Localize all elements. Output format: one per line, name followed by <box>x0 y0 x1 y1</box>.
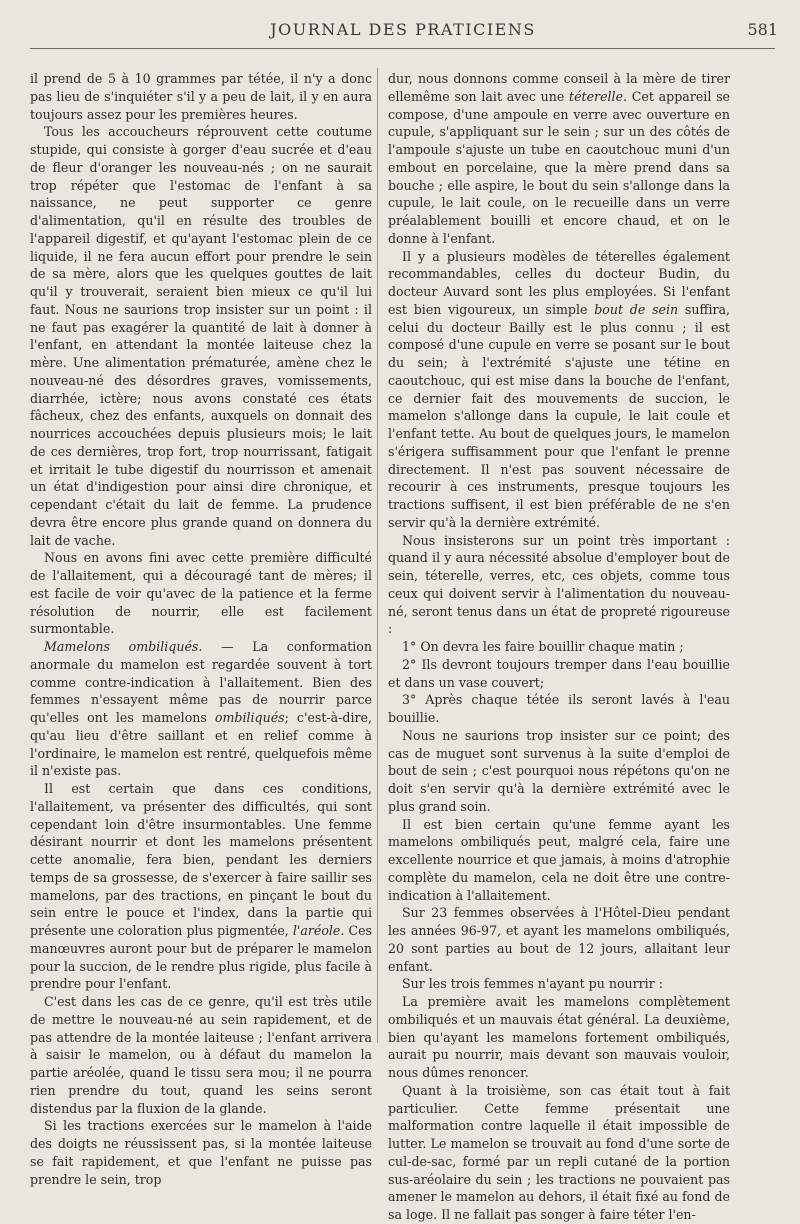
paragraph: Sur 23 femmes observées à l'Hôtel-Dieu pendant les années 96-97, et ayant les mamelons ombiliqués, 20 sont parties au bout de 12 jours, allaitant leur enfant. <box>388 905 730 974</box>
paragraph: Il est bien certain qu'une femme ayant les mamelons ombiliqués peut, malgré cela, faire une excellente nourrice et que jamais, à moins d'atrophie complète du mamelon, cela ne doit être une contre-indication à l'allaitement. <box>388 816 730 903</box>
paragraph: Il est certain que dans ces conditions, l'allaitement, va présenter des difficultés, qui sont cependant loin d'être insurmontables. Une femme désirant nourrir et dont les mamelons présentent cette anomalie, fera bien, pendant les derniers temps de sa grossesse, de s'exercer à faire saillir ses mamelons, par des tractions, en pinçant le bout du sein entre le pouce et l'index, dans la partie qui présente une coloration plus pigmentée, l'aréole. Ces manœuvres auront pour but de préparer le mamelon pour la succion, de le rendre plus rigide, plus facile à prendre pour l'enfant. <box>30 781 372 992</box>
page-header <box>28 20 778 42</box>
paragraph: Si les tractions exercées sur le mamelon à l'aide des doigts ne réussissent pas, si la montée laiteuse se fait rapidement, et que l'enfant ne puisse pas prendre le sein, trop <box>30 1118 372 1187</box>
left-column <box>30 70 373 1187</box>
paragraph: il prend de 5 à 10 grammes par tétée, il n'y a donc pas lieu de s'inquiéter s'il y a peu de lait, il y en aura toujours assez pour les premières heures. <box>30 71 372 122</box>
paragraph: Sur les trois femmes n'ayant pu nourrir : <box>402 976 663 992</box>
header-rule <box>30 48 775 49</box>
list-item: 2° Ils devront toujours tremper dans l'eau bouillie et dans un vase couvert; <box>388 656 730 690</box>
paragraph: Quant à la troisième, son cas était tout à fait particulier. Cette femme présentait une malformation contre laquelle il était impossible de lutter. Le mamelon se trouvait au fond d'une sorte de cul-de-sac, formé par un repli cutané de la portion sus-aréolaire du sein ; les tractions ne pouvaient pas amener le mamelon au dehors, il était fixé au fond de sa loge. Il ne fallait pas songer à faire téter l'en- <box>388 1082 730 1222</box>
paragraph: Nous en avons fini avec cette première difficulté de l'allaitement, qui a découragé tant de mères; il est facile de voir qu'avec de la patience et la ferme résolution de nourrir, elle est facilement surmontable. <box>30 550 372 637</box>
list-item: 1° On devra les faire bouillir chaque matin ; <box>402 639 684 654</box>
column-divider <box>377 68 378 1043</box>
paragraph: C'est dans les cas de ce genre, qu'il est très utile de mettre le nouveau-né au sein rapidement, et de pas attendre de la montée laiteuse ; l'enfant arrivera à saisir le mamelon, ou à défaut du mamelon la partie aréolée, quand le tissu sera mou; il ne pourra rien prendre du tout, quand les seins seront distendus par la fluxion de la glande. <box>30 994 372 1116</box>
paragraph: Nous insisterons sur un point très important : quand il y aura nécessité absolue d'employer bout de sein, téterelle, verres, etc, ces objets, comme tous ceux qui doivent servir à l'alimentation du nouveau-né, seront tenus dans un état de propreté rigoureuse : <box>388 532 730 637</box>
paragraph: Tous les accoucheurs réprouvent cette coutume stupide, qui consiste à gorger d'eau sucrée et d'eau de fleur d'oranger les nouveau-nés ; on ne saurait trop répéter que l'estomac de l'enfant à sa naissance, ne peut supporter ce genre d'alimentation, qu'il en résulte des troubles de l'appareil digestif, et qu'ayant l'estomac plein de ce liquide, il ne fera aucun effort pour prendre le sein de sa mère, alors que les quelques gouttes de lait qu'il y trouverait, seraient bien mieux ce qu'il lui faut. Nous ne saurions trop insister sur un point : il ne faut pas exagérer la quantité de lait à donner à l'enfant, en attendant la montée laiteuse chez la mère. Une alimentation prématurée, amène chez le nouveau-né des désordres graves, vomissements, diarrhée, ictère; nous avons constaté ces états fâcheux, chez des enfants, auxquels on donnait des nourrices accouchées depuis plusieurs mois; le lait de ces dernières, trop fort, trop nourrissant, fatigait et irritait le tube digestif du nourrisson et amenait un état d'indigestion pour ainsi dire chronique, et cependant c'était du lait de femme. La prudence devra être encore plus grande quand on donnera du lait de vache. <box>30 124 372 548</box>
paragraph: dur, nous donnons comme conseil à la mère de tirer ellemême son lait avec une téterelle. Cet appareil se compose, d'une ampoule en verre avec ouverture en cupule, s'appliquant sur le sein ; sur un des côtés de l'ampoule s'ajuste un tube en caoutchouc muni d'un embout en porcelaine, que la mère prend dans sa bouche ; elle aspire, le bout du sein s'allonge dans la cupule, le lait coule, on le recueille dans un verre préalablement bouilli et encore chaud, et on le donne à l'enfant. <box>388 71 730 246</box>
paragraph-mamelons: Mamelons ombiliqués. — La conformation anormale du mamelon est regardée souvent à tort comme contre-indication à l'allaitement. Bien des femmes n'essayent même pas de nourrir parce qu'elles ont les mamelons ombiliqués; c'est-à-dire, qu'au lieu d'être saillant et en relief comme à l'ordinaire, le mamelon est rentré, quelquefois même il n'existe pas. <box>30 639 373 779</box>
paragraph: Nous ne saurions trop insister sur ce point; des cas de muguet sont survenus à la suite d'emploi de bout de sein ; c'est pourquoi nous répétons qu'on ne doit s'en servir qu'à la dernière extrémité avec le plus grand soin. <box>388 727 730 814</box>
journal-title: JOURNAL DES PRATICIENS <box>270 20 536 39</box>
list-item: 3° Après chaque tétée ils seront lavés à l'eau bouillie. <box>388 692 730 725</box>
paragraph: Il y a plusieurs modèles de téterelles également recommandables, celles du docteur Budin, du docteur Auvard sont les plus employées. Si l'enfant est bien vigoureux, un simple bout de sein suffira, celui du docteur Bailly est le plus connu ; il est composé d'une cupule en verre se posant sur le bout du sein; à l'extrémité s'ajuste une tétine en caoutchouc, qui est mise dans la bouche de l'enfant, ce dernier fait des mouvements de succion, le mamelon s'allonge dans la cupule, le lait coule et l'enfant tette. Au bout de quelques jours, le mamelon s'érigera suffisamment pour que l'enfant le prenne directement. Il n'est pas souvent nécessaire de recourir à ces instruments, presque toujours les tractions suffisent, il est bien préférable de ne s'en servir qu'à la dernière extrémité. <box>388 248 730 530</box>
right-column <box>388 70 730 1222</box>
section-heading: Mamelons ombiliqués. <box>44 639 203 654</box>
page-number: 581 <box>747 20 778 39</box>
paragraph: La première avait les mamelons complètement ombiliqués et un mauvais état général. La deuxième, bien qu'ayant les mamelons fortement ombiliqués, aurait pu nourrir, mais devant son mauvais vouloir, nous dûmes renoncer. <box>388 994 730 1080</box>
